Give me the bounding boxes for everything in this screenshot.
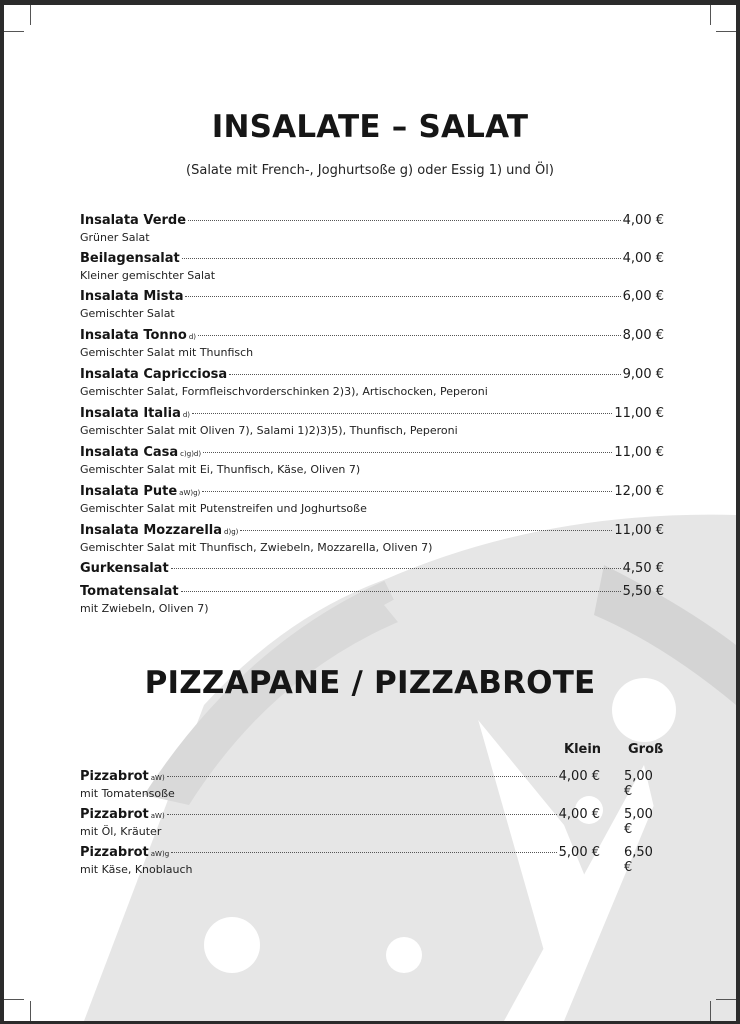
- menu-item-name: Insalata Pute: [80, 484, 178, 499]
- menu-item: [80, 584, 664, 615]
- dot-leader: [171, 852, 556, 853]
- menu-item-price: 4,00 €: [622, 251, 664, 266]
- price-small: 5,00 €: [558, 845, 600, 860]
- menu-page: [4, 5, 736, 1021]
- menu-item-name: Insalata Mozzarella: [80, 523, 223, 538]
- menu-item-description: Grüner Salat: [80, 231, 150, 244]
- menu-item: [80, 484, 664, 515]
- menu-item-line: [80, 584, 664, 602]
- menu-item-description: mit Tomatensoße: [80, 787, 175, 800]
- dot-leader: [181, 591, 621, 592]
- menu-item-description: Gemischter Salat mit Thunfisch: [80, 346, 254, 359]
- salad-section-subtitle: (Salate mit French-, Joghurtsoße g) oder Essig 1) und Öl): [186, 163, 554, 178]
- menu-item-name: Pizzabrot: [80, 807, 149, 822]
- menu-item-line: Pizzabrot aW) 4,00 €: [80, 807, 600, 822]
- menu-item-name: Insalata Tonno: [80, 328, 187, 343]
- menu-item-name: Tomatensalat: [80, 584, 179, 599]
- menu-item-description: mit Öl, Kräuter: [80, 825, 162, 838]
- price-large: 5,00 €: [624, 769, 653, 799]
- pizza-menu-item: [80, 845, 664, 876]
- menu-item-price: 12,00 €: [614, 484, 664, 499]
- menu-item: [80, 251, 664, 282]
- dot-leader: [188, 220, 621, 221]
- price-small: 4,00 €: [558, 807, 600, 822]
- menu-item-description: Gemischter Salat mit Ei, Thunfisch, Käse, Oliven 7): [80, 463, 361, 476]
- menu-item: [80, 561, 664, 579]
- menu-item: [80, 367, 664, 398]
- menu-item-line: Insalata Pute aW)g) 12,00 €: [80, 484, 664, 499]
- column-header-small: Klein: [564, 742, 602, 757]
- price-small: 4,00 €: [558, 769, 600, 784]
- menu-item-price: 4,00 €: [622, 213, 664, 228]
- menu-item-price: 8,00 €: [622, 328, 664, 343]
- menu-item-price: 11,00 €: [614, 406, 664, 421]
- price-large: 5,00 €: [624, 807, 653, 837]
- menu-item-name: Insalata Capricciosa: [80, 367, 228, 382]
- dot-leader: [185, 296, 620, 297]
- pizza-section-title: PIZZAPANE / PIZZABROTE: [144, 665, 596, 701]
- menu-item-description: Gemischter Salat: [80, 307, 175, 320]
- menu-item-name: Insalata Verde: [80, 213, 187, 228]
- pizza-menu-item: [80, 769, 664, 800]
- menu-item-description: mit Käse, Knoblauch: [80, 863, 193, 876]
- dot-leader: [171, 568, 621, 569]
- dot-leader: [240, 530, 612, 531]
- menu-item-line: [80, 561, 664, 579]
- dot-leader: [203, 452, 612, 453]
- menu-item-name: Gurkensalat: [80, 561, 169, 576]
- menu-item-line: [80, 367, 664, 385]
- menu-item-price: 11,00 €: [614, 445, 664, 460]
- menu-item-price: 11,00 €: [614, 523, 664, 538]
- menu-item-price: 5,50 €: [622, 584, 664, 599]
- menu-item: [80, 445, 664, 476]
- menu-item-description: Gemischter Salat, Formfleischvorderschinken 2)3), Artischocken, Peperoni: [80, 385, 488, 398]
- menu-item-description: mit Zwiebeln, Oliven 7): [80, 602, 209, 615]
- dot-leader: [229, 374, 621, 375]
- pizza-menu-item: [80, 807, 664, 838]
- dot-leader: [182, 258, 621, 259]
- dot-leader: [202, 491, 612, 492]
- dot-leader: [167, 814, 557, 815]
- menu-item-description: Gemischter Salat mit Oliven 7), Salami 1)2)3)5), Thunfisch, Peperoni: [80, 424, 458, 437]
- menu-item-line: [80, 289, 664, 307]
- menu-item-line: Insalata Italia d) 11,00 €: [80, 406, 664, 421]
- menu-item-line: Pizzabrot aW) 4,00 €: [80, 769, 600, 784]
- menu-item-name: Insalata Italia: [80, 406, 181, 421]
- menu-item-line: Insalata Casa c)g)d) 11,00 €: [80, 445, 664, 460]
- menu-item-name: Insalata Casa: [80, 445, 179, 460]
- menu-item: [80, 213, 664, 244]
- menu-item-name: Pizzabrot: [80, 769, 149, 784]
- menu-item-line: Insalata Mozzarella d)g) 11,00 €: [80, 523, 664, 538]
- menu-content: [4, 5, 736, 1021]
- menu-item-price: 9,00 €: [622, 367, 664, 382]
- menu-item-price: 6,00 €: [622, 289, 664, 304]
- menu-item: [80, 289, 664, 320]
- menu-item: [80, 523, 664, 554]
- menu-item: [80, 328, 664, 359]
- dot-leader: [167, 776, 557, 777]
- menu-item-description: Gemischter Salat mit Thunfisch, Zwiebeln, Mozzarella, Oliven 7): [80, 541, 433, 554]
- dot-leader: [198, 335, 621, 336]
- menu-item-line: [80, 251, 664, 269]
- menu-item: [80, 406, 664, 437]
- menu-item-name: Pizzabrot: [80, 845, 149, 860]
- menu-item-description: Gemischter Salat mit Putenstreifen und Joghurtsoße: [80, 502, 367, 515]
- menu-item-line: [80, 213, 664, 231]
- dot-leader: [192, 413, 612, 414]
- menu-item-name: Insalata Mista: [80, 289, 184, 304]
- menu-item-line: Pizzabrot aW)g 5,00 €: [80, 845, 600, 860]
- price-large: 6,50 €: [624, 845, 653, 875]
- menu-item-name: Beilagensalat: [80, 251, 180, 266]
- menu-item-line: Insalata Tonno d) 8,00 €: [80, 328, 664, 343]
- menu-item-description: Kleiner gemischter Salat: [80, 269, 216, 282]
- menu-item-price: 4,50 €: [622, 561, 664, 576]
- salad-section-title: INSALATE – SALAT: [211, 109, 529, 145]
- column-header-large: Groß: [628, 742, 664, 757]
